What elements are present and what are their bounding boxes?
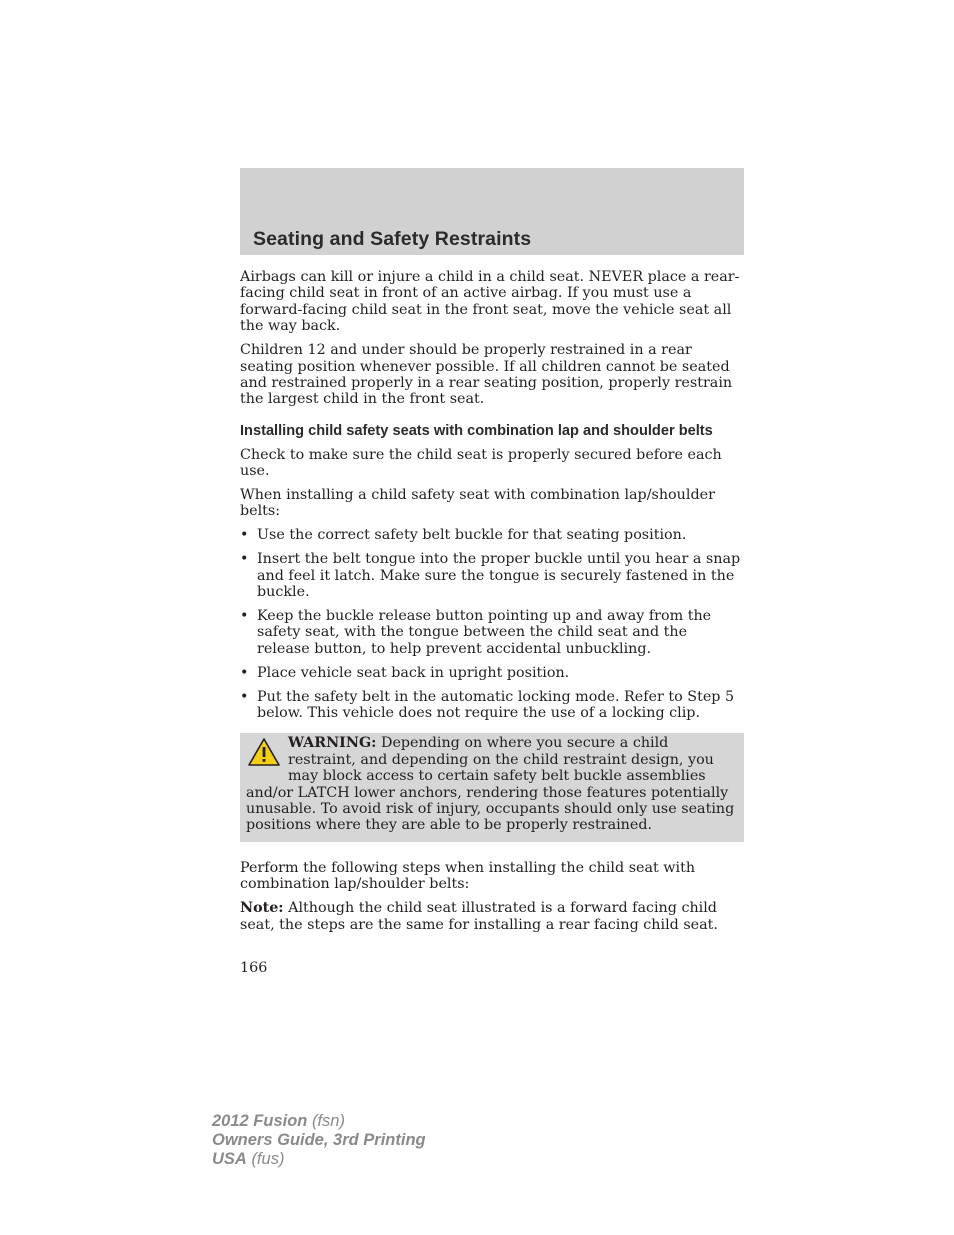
subsection-heading: Installing child safety seats with combination lap and shoulder belts (240, 422, 713, 439)
page-content (240, 269, 744, 941)
list-item-text: Insert the belt tongue into the proper buckle until you hear a snap and feel it latch. Make sure the tongue is securely fastened in the buckle. (257, 551, 741, 601)
check-paragraph: Check to make sure the child seat is properly secured before each use. (240, 446, 722, 480)
installation-bullet-list (240, 527, 744, 721)
document-footer (212, 1112, 426, 1169)
list-item-text: Keep the buckle release button pointing up and away from the safety seat, with the tongue between the child seat and the release button, to help prevent accidental unbuckling. (257, 608, 712, 657)
warning-text: Depending on where you secure a child restraint, and depending on the child restraint design, you may block access to certain safety belt buckle assemblies and/or LATCH lower anchors, rendering those features potentially unusable. To avoid risk of injury, occupants should only use seating positions where they are able to be properly restrained. (246, 735, 735, 834)
footer-model: 2012 Fusion (212, 1112, 308, 1130)
footer-market-code: (fus) (251, 1150, 285, 1168)
bullet-icon: • (240, 688, 249, 705)
bullet-icon: • (240, 551, 249, 568)
list-item (240, 689, 744, 722)
list-item (240, 665, 744, 681)
warning-label: WARNING: (288, 735, 377, 752)
bullet-icon: • (240, 608, 249, 624)
list-item (240, 551, 744, 600)
footer-model-code: (fsn) (311, 1112, 345, 1130)
bullet-icon: • (240, 664, 249, 681)
list-item-text: Use the correct safety belt buckle for that seating position. (257, 527, 687, 544)
note-text: Although the child seat illustrated is a forward facing child seat, the steps are the same for installing a rear facing child seat. (240, 900, 718, 933)
intro-paragraph-children: Children 12 and under should be properly restrained in a rear seating position whenever possible. If all children cannot be seated and restrained properly in a rear seating position, properly restrain the largest child in the front seat. (240, 342, 733, 408)
intro-paragraph-airbags: Airbags can kill or injure a child in a child seat. NEVER place a rear-facing child seat in front of an active airbag. If you must use a forward-facing child seat in the front seat, move the vehicle seat all the way back. (240, 269, 740, 335)
section-header-band (240, 168, 744, 255)
note-label: Note: (240, 900, 284, 917)
bullet-icon: • (240, 527, 249, 544)
list-item-text: Place vehicle seat back in upright position. (257, 664, 570, 681)
footer-guide-edition: Owners Guide, 3rd Printing (212, 1131, 426, 1149)
list-item-text: Put the safety belt in the automatic locking mode. Refer to Step 5 below. This vehicle does not require the use of a locking clip. (257, 688, 735, 722)
list-item (240, 527, 744, 543)
footer-line-market (212, 1150, 426, 1169)
warning-box (240, 733, 744, 841)
bullets-lead-paragraph: When installing a child safety seat with combination lap/shoulder belts: (240, 487, 715, 520)
section-title: Seating and Safety Restraints (253, 228, 532, 250)
footer-line-model (212, 1112, 426, 1131)
note-paragraph (240, 900, 744, 933)
page-number: 166 (240, 960, 268, 976)
warning-triangle-icon (246, 736, 282, 768)
steps-intro-paragraph: Perform the following steps when installing the child seat with combination lap/shoulder belts: (240, 859, 696, 893)
footer-market: USA (212, 1150, 247, 1168)
list-item (240, 608, 744, 657)
